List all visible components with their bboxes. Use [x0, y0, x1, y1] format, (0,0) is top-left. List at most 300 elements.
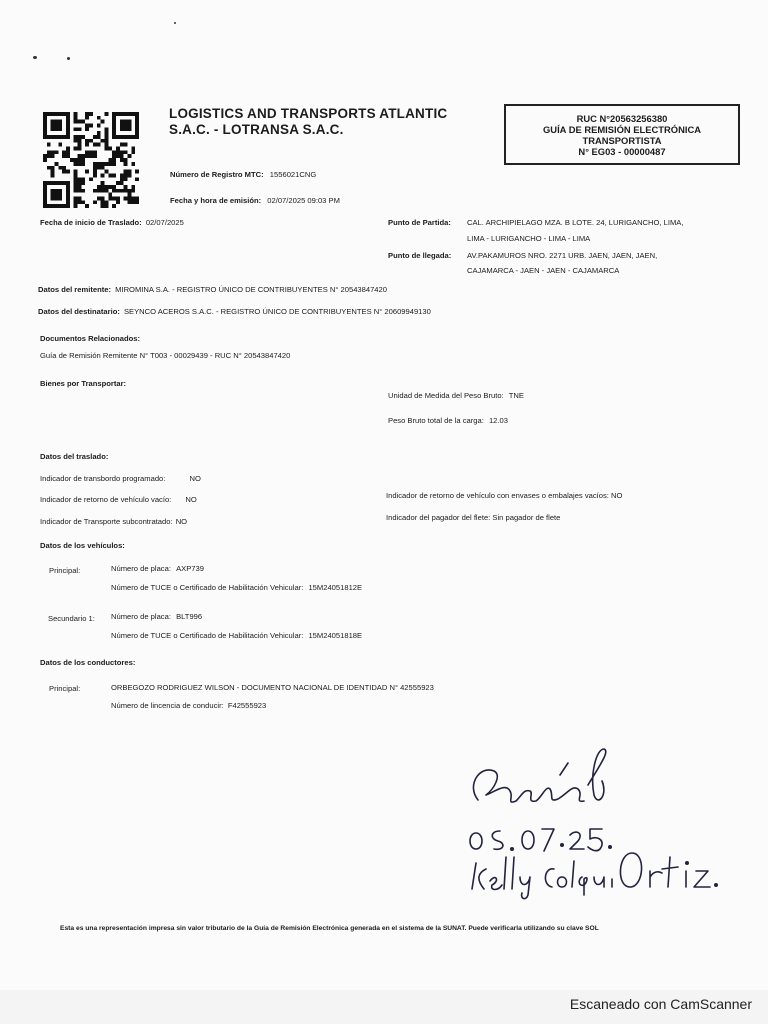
documentos-heading: Documentos Relacionados:	[40, 334, 141, 343]
qr-module	[85, 112, 89, 116]
qr-module	[131, 150, 135, 154]
qr-module	[62, 181, 66, 185]
qr-module	[104, 139, 108, 143]
qr-module	[127, 120, 131, 124]
qr-module	[93, 143, 97, 147]
qr-module	[43, 131, 47, 135]
qr-module	[124, 143, 128, 147]
qr-module	[66, 185, 70, 189]
qr-module	[116, 147, 120, 151]
qr-module	[74, 116, 78, 120]
qr-module	[97, 131, 101, 135]
qr-module	[124, 158, 128, 162]
qr-module	[47, 143, 51, 147]
qr-module	[112, 150, 116, 154]
qr-module	[135, 120, 139, 124]
qr-module	[51, 181, 55, 185]
subcontratado-label: Indicador de Transporte subcontratado:	[40, 517, 173, 526]
qr-module	[127, 127, 131, 131]
qr-module	[89, 177, 93, 181]
qr-module	[101, 185, 105, 189]
qr-module	[120, 177, 124, 181]
qr-module	[43, 158, 47, 162]
qr-module	[124, 185, 128, 189]
qr-module	[58, 112, 62, 116]
placa-value: BLT996	[176, 612, 203, 621]
qr-module	[124, 196, 128, 200]
qr-module	[116, 200, 120, 204]
qr-module	[124, 135, 128, 139]
qr-module	[43, 154, 47, 158]
qr-module	[127, 112, 131, 116]
qr-module	[101, 200, 105, 204]
qr-module	[78, 135, 82, 139]
qr-module	[120, 150, 124, 154]
qr-module	[112, 158, 116, 162]
peso-bruto-label: Peso Bruto total de la carga:	[388, 416, 484, 425]
qr-module	[74, 189, 78, 193]
qr-module	[47, 181, 51, 185]
qr-module	[120, 154, 124, 158]
qr-module	[78, 200, 82, 204]
qr-module	[51, 204, 55, 208]
destinatario-label: Datos del destinatario:	[38, 307, 120, 316]
qr-module	[93, 200, 97, 204]
qr-module	[81, 200, 85, 204]
qr-module	[43, 112, 47, 116]
qr-module	[66, 193, 70, 197]
qr-module	[108, 162, 112, 166]
qr-module	[51, 189, 55, 193]
qr-module	[51, 135, 55, 139]
qr-module	[51, 196, 55, 200]
ruc-number: RUC N°20563256380	[576, 113, 668, 124]
qr-module	[74, 204, 78, 208]
doc-type-line1: GUÍA DE REMISIÓN ELECTRÓNICA	[543, 124, 701, 135]
conductores-heading: Datos de los conductores:	[40, 658, 136, 667]
qr-module	[51, 127, 55, 131]
transbordo	[40, 474, 201, 483]
qr-module	[124, 170, 128, 174]
unidad-medida-value: TNE	[508, 391, 524, 400]
qr-module	[124, 162, 128, 166]
vehiculo-principal-placa	[111, 564, 204, 573]
qr-module	[108, 185, 112, 189]
qr-module	[51, 170, 55, 174]
qr-module	[66, 189, 70, 193]
qr-module	[135, 196, 139, 200]
qr-module	[47, 150, 51, 154]
qr-module	[58, 120, 62, 124]
licencia-label: Número de lincencia de conducir:	[111, 701, 224, 710]
qr-module	[47, 154, 51, 158]
qr-module	[93, 150, 97, 154]
qr-module	[85, 127, 89, 131]
qr-module	[66, 131, 70, 135]
qr-module	[66, 127, 70, 131]
qr-module	[43, 120, 47, 124]
qr-module	[131, 112, 135, 116]
qr-module	[120, 173, 124, 177]
qr-module	[124, 189, 128, 193]
qr-module	[58, 204, 62, 208]
qr-module	[51, 120, 55, 124]
qr-module	[66, 116, 70, 120]
punto-partida-label: Punto de Partida:	[388, 218, 451, 227]
qr-module	[112, 120, 116, 124]
qr-module	[93, 189, 97, 193]
placa-label: Número de placa:	[111, 564, 171, 573]
qr-module	[58, 193, 62, 197]
qr-module	[78, 154, 82, 158]
qr-module	[74, 158, 78, 162]
company-name-line1: LOGISTICS AND TRANSPORTS ATLANTIC	[169, 106, 448, 121]
traslado-heading: Datos del traslado:	[40, 452, 109, 461]
handwritten-signature	[450, 745, 750, 905]
punto-partida-line2: LIMA - LURIGANCHO - LIMA - LIMA	[467, 234, 591, 243]
qr-module	[131, 185, 135, 189]
qr-module	[85, 170, 89, 174]
qr-module	[101, 204, 105, 208]
qr-module	[135, 124, 139, 128]
pagador-flete	[386, 513, 560, 522]
qr-module	[74, 147, 78, 151]
footer-legal-note: Esta es una representación impresa sin valor tributario de la Guía de Remisión Electrónica generada en el sistema de la SUNAT. Puede verificarla utilizando su clave SOL	[60, 925, 599, 932]
remitente-label: Datos del remitente:	[38, 285, 112, 294]
transbordo-label: Indicador de transbordo programado:	[40, 474, 166, 483]
ruc-box	[504, 104, 740, 165]
punto-llegada-line1: AV.PAKAMUROS NRO. 2271 URB. JAEN, JAEN, JAEN,	[467, 251, 658, 260]
qr-module	[43, 127, 47, 131]
qr-module	[112, 127, 116, 131]
qr-module	[85, 204, 89, 208]
qr-module	[74, 135, 78, 139]
qr-module	[62, 135, 66, 139]
qr-module	[104, 189, 108, 193]
placa-value: AXP739	[176, 564, 204, 573]
registro-mtc-value: 1556021CNG	[269, 170, 317, 179]
qr-module	[112, 154, 116, 158]
fecha-inicio-value: 02/07/2025	[145, 218, 184, 227]
qr-module	[62, 112, 66, 116]
qr-module	[89, 154, 93, 158]
qr-module	[104, 170, 108, 174]
qr-module	[74, 181, 78, 185]
qr-module	[101, 189, 105, 193]
qr-module	[101, 181, 105, 185]
qr-module	[89, 139, 93, 143]
qr-module	[81, 120, 85, 124]
qr-module	[101, 120, 105, 124]
qr-module	[127, 189, 131, 193]
qr-module	[116, 112, 120, 116]
qr-module	[58, 166, 62, 170]
qr-module	[112, 173, 116, 177]
qr-module	[78, 139, 82, 143]
qr-module	[89, 150, 93, 154]
qr-module	[43, 181, 47, 185]
qr-module	[55, 135, 59, 139]
qr-module	[66, 204, 70, 208]
qr-module	[124, 127, 128, 131]
qr-module	[74, 200, 78, 204]
qr-module	[131, 147, 135, 151]
qr-module	[135, 131, 139, 135]
qr-module	[120, 135, 124, 139]
qr-module	[120, 124, 124, 128]
qr-module	[81, 177, 85, 181]
qr-module	[58, 196, 62, 200]
tuce-value: 15M24051818E	[308, 631, 363, 640]
qr-module	[116, 135, 120, 139]
qr-module	[89, 112, 93, 116]
qr-module	[78, 177, 82, 181]
qr-module	[93, 162, 97, 166]
qr-module	[104, 127, 108, 131]
qr-module	[131, 196, 135, 200]
qr-module	[43, 196, 47, 200]
qr-module	[131, 135, 135, 139]
qr-module	[74, 173, 78, 177]
qr-module	[81, 181, 85, 185]
qr-module	[124, 112, 128, 116]
qr-module	[51, 124, 55, 128]
qr-module	[104, 112, 108, 116]
unidad-medida	[388, 391, 524, 400]
retorno-envases-label: Indicador de retorno de vehículo con envases o embalajes vacíos:	[386, 491, 609, 500]
qr-module	[131, 162, 135, 166]
conductor-principal-label: Principal:	[49, 684, 81, 693]
qr-module	[58, 189, 62, 193]
qr-module	[58, 143, 62, 147]
qr-module	[135, 135, 139, 139]
subcontratado	[40, 517, 187, 526]
qr-module	[97, 185, 101, 189]
qr-module	[104, 162, 108, 166]
qr-module	[66, 124, 70, 128]
qr-module	[93, 154, 97, 158]
qr-module	[47, 112, 51, 116]
qr-module	[66, 154, 70, 158]
qr-module	[55, 112, 59, 116]
qr-module	[55, 193, 59, 197]
bienes-heading: Bienes por Transportar:	[40, 379, 127, 388]
qr-module	[120, 181, 124, 185]
qr-module	[78, 196, 82, 200]
fecha-inicio-traslado	[40, 218, 184, 227]
qr-module	[97, 124, 101, 128]
qr-module	[135, 112, 139, 116]
qr-module	[120, 127, 124, 131]
qr-module	[127, 193, 131, 197]
registro-mtc-label: Número de Registro MTC:	[170, 170, 264, 179]
qr-module	[66, 112, 70, 116]
pagador-flete-value: Sin pagador de flete	[492, 513, 561, 522]
qr-module	[127, 135, 131, 139]
qr-module	[108, 173, 112, 177]
qr-module	[70, 158, 74, 162]
qr-module	[97, 189, 101, 193]
qr-module	[78, 127, 82, 131]
qr-module	[74, 196, 78, 200]
qr-module	[131, 200, 135, 204]
peso-bruto	[388, 416, 508, 425]
qr-module	[85, 150, 89, 154]
vehiculo-principal-label: Principal:	[49, 566, 81, 575]
qr-module	[112, 185, 116, 189]
qr-module	[81, 158, 85, 162]
documentos-value: Guía de Remisión Remitente N° T003 - 00029439 - RUC N° 20543847420	[40, 351, 291, 360]
punto-partida-line1: CAL. ARCHIPIELAGO MZA. B LOTE. 24, LURIGANCHO, LIMA,	[467, 218, 684, 227]
destinatario-value: SEYNCO ACEROS S.A.C. - REGISTRO ÚNICO DE CONTRIBUYENTES N° 20609949130	[123, 307, 431, 316]
qr-module	[112, 131, 116, 135]
fecha-emision	[170, 196, 340, 205]
qr-module	[116, 154, 120, 158]
qr-module	[51, 193, 55, 197]
qr-module	[66, 196, 70, 200]
unidad-medida-label: Unidad de Medida del Peso Bruto:	[388, 391, 504, 400]
licencia	[111, 701, 266, 710]
qr-module	[43, 185, 47, 189]
qr-module	[62, 170, 66, 174]
qr-module	[93, 170, 97, 174]
qr-module	[112, 112, 116, 116]
vehiculo-secundario-label: Secundario 1:	[48, 614, 95, 623]
qr-module	[112, 124, 116, 128]
licencia-value: F42555923	[227, 701, 267, 710]
qr-module	[43, 204, 47, 208]
qr-module	[97, 116, 101, 120]
qr-module	[62, 166, 66, 170]
qr-module	[135, 127, 139, 131]
qr-module	[120, 189, 124, 193]
qr-module	[51, 154, 55, 158]
qr-module	[85, 143, 89, 147]
qr-module	[81, 135, 85, 139]
qr-module	[116, 150, 120, 154]
qr-module	[93, 166, 97, 170]
qr-module	[101, 196, 105, 200]
vehiculo-secundario-tuce	[111, 631, 362, 640]
qr-module	[127, 154, 131, 158]
qr-module	[66, 150, 70, 154]
qr-code	[43, 112, 139, 208]
qr-module	[85, 116, 89, 120]
qr-module	[85, 124, 89, 128]
qr-module	[55, 162, 59, 166]
qr-module	[47, 135, 51, 139]
qr-module	[74, 127, 78, 131]
qr-module	[74, 177, 78, 181]
retorno-envases	[386, 491, 622, 500]
destinatario	[38, 307, 431, 316]
qr-module	[43, 116, 47, 120]
qr-module	[101, 139, 105, 143]
company-name-line2: S.A.C. - LOTRANSA S.A.C.	[169, 122, 344, 137]
qr-module	[101, 173, 105, 177]
qr-module	[78, 143, 82, 147]
qr-module	[112, 116, 116, 120]
qr-module	[116, 181, 120, 185]
qr-module	[74, 120, 78, 124]
qr-module	[66, 135, 70, 139]
qr-module	[58, 181, 62, 185]
pagador-flete-label: Indicador del pagador del flete:	[386, 513, 491, 522]
qr-module	[104, 185, 108, 189]
tuce-label: Número de TUCE o Certificado de Habilitación Vehicular:	[111, 583, 304, 592]
qr-module	[78, 158, 82, 162]
qr-module	[55, 120, 59, 124]
qr-module	[112, 135, 116, 139]
qr-module	[101, 162, 105, 166]
company-name	[169, 106, 447, 138]
qr-module	[62, 150, 66, 154]
qr-module	[104, 135, 108, 139]
qr-module	[74, 170, 78, 174]
qr-module	[55, 196, 59, 200]
retorno-vacio-value: NO	[185, 495, 197, 504]
qr-module	[51, 112, 55, 116]
fecha-inicio-label: Fecha de inicio de Traslado:	[40, 218, 142, 227]
qr-module	[47, 166, 51, 170]
qr-module	[74, 112, 78, 116]
transbordo-value: NO	[189, 474, 201, 483]
qr-module	[78, 162, 82, 166]
qr-module	[78, 120, 82, 124]
punto-llegada-line2: CAJAMARCA - JAEN - JAEN - CAJAMARCA	[467, 266, 620, 275]
registro-mtc	[170, 170, 316, 179]
qr-module	[124, 120, 128, 124]
placa-label: Número de placa:	[111, 612, 171, 621]
qr-module	[66, 147, 70, 151]
qr-module	[58, 135, 62, 139]
qr-module	[124, 150, 128, 154]
qr-module	[78, 181, 82, 185]
qr-module	[78, 189, 82, 193]
qr-module	[55, 189, 59, 193]
vehiculos-heading: Datos de los vehículos:	[40, 541, 125, 550]
qr-module	[104, 131, 108, 135]
tuce-value: 15M24051812E	[308, 583, 363, 592]
qr-module	[104, 200, 108, 204]
qr-module	[104, 143, 108, 147]
qr-module	[127, 170, 131, 174]
qr-module	[43, 189, 47, 193]
qr-module	[62, 204, 66, 208]
qr-module	[78, 147, 82, 151]
qr-module	[127, 124, 131, 128]
qr-module	[47, 204, 51, 208]
qr-module	[55, 127, 59, 131]
qr-module	[85, 139, 89, 143]
qr-module	[97, 196, 101, 200]
qr-module	[43, 135, 47, 139]
qr-module	[116, 196, 120, 200]
qr-module	[120, 112, 124, 116]
qr-module	[131, 189, 135, 193]
qr-module	[66, 120, 70, 124]
qr-module	[43, 124, 47, 128]
tuce-label: Número de TUCE o Certificado de Habilitación Vehicular:	[111, 631, 304, 640]
qr-module	[51, 173, 55, 177]
qr-module	[135, 177, 139, 181]
qr-module	[78, 185, 82, 189]
qr-module	[58, 124, 62, 128]
qr-module	[66, 200, 70, 204]
qr-module	[97, 143, 101, 147]
qr-module	[51, 166, 55, 170]
vehiculo-principal-tuce	[111, 583, 362, 592]
